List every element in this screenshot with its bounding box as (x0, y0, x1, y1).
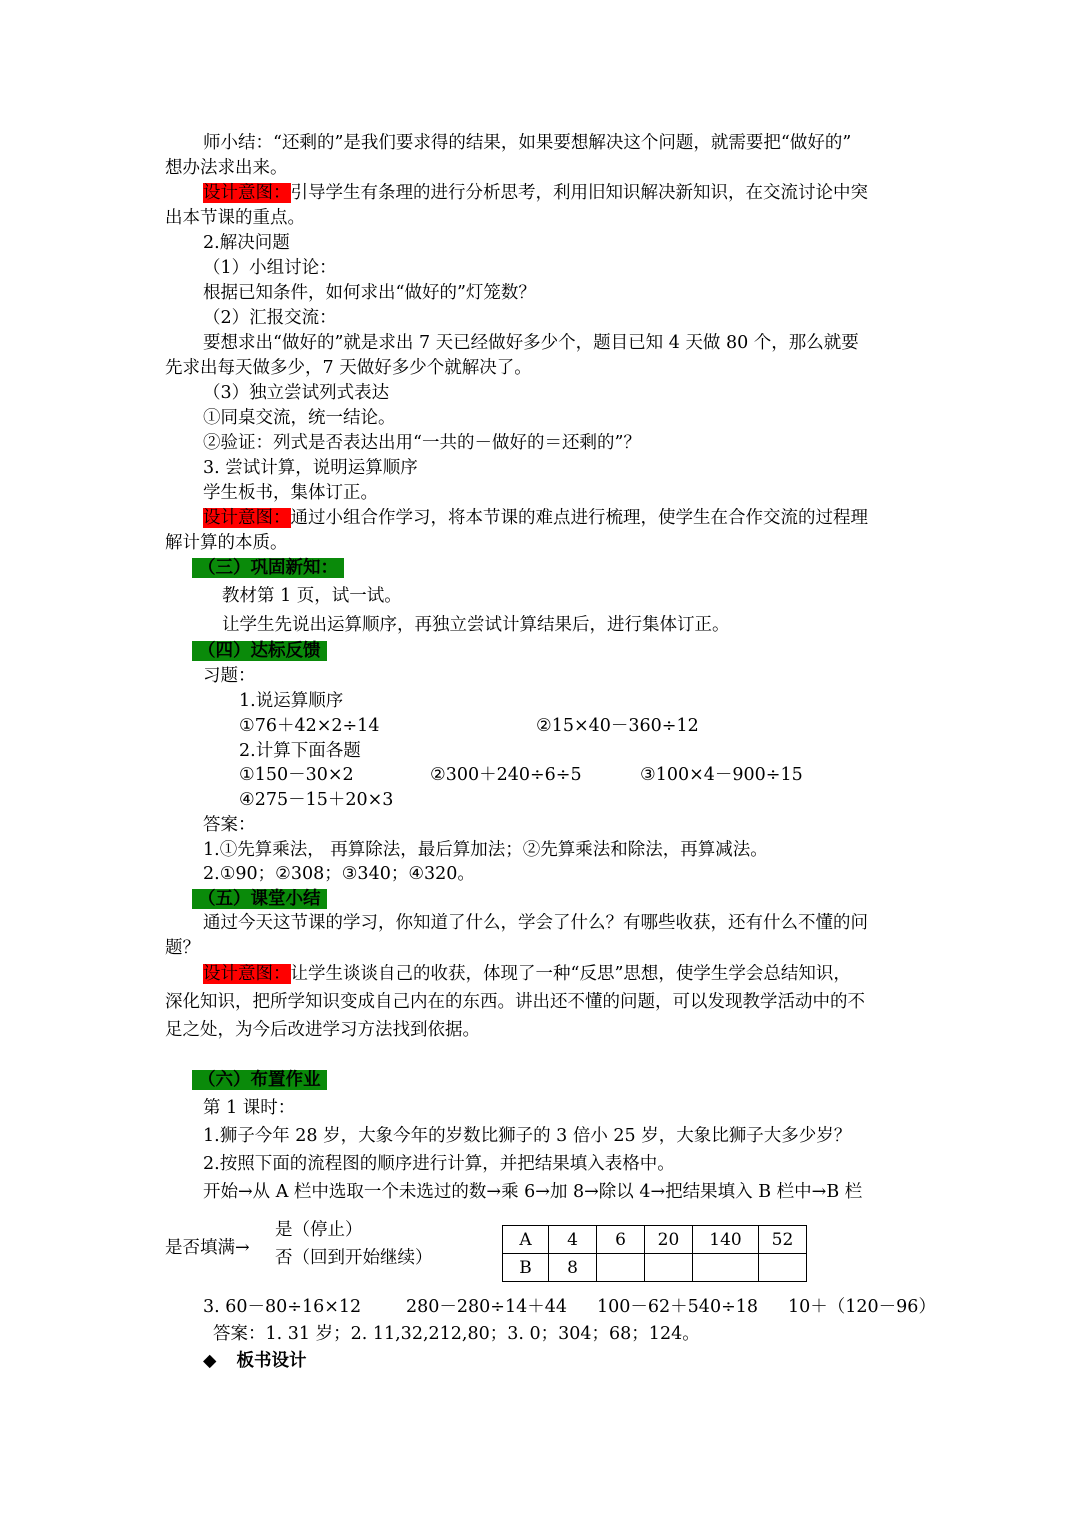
exercise-1-b: ②15×40－360÷12 (536, 716, 699, 736)
calc-table (502, 1225, 807, 1282)
summary-line-1: 师小结：“还剩的”是我们要求得的结果，如果要想解决这个问题，就需要把“做好的” (203, 133, 852, 153)
table-row (503, 1254, 807, 1282)
section-3-line-1: 教材第 1 页，试一试。 (222, 586, 402, 606)
flow-yes: 是（停止） (275, 1220, 363, 1240)
table-cell: A (503, 1226, 549, 1254)
solve-step-1: （1）小组讨论： (203, 258, 337, 278)
design-intent-2-line-2: 解计算的本质。 (165, 533, 288, 553)
solve-step-3-b: ②验证：列式是否表达出用“一共的－做好的＝还剩的”？ (203, 433, 641, 453)
solve-step-2: （2）汇报交流： (203, 308, 337, 328)
homework-3-a: 3. 60－80÷16×12 (203, 1297, 362, 1317)
table-cell: 6 (597, 1226, 645, 1254)
homework-answer: 答案：1. 31 岁；2. 11,32,212,80；3. 0；304；68；124。 (213, 1324, 700, 1344)
section-5-line-1: 通过今天这节课的学习，你知道了什么，学会了什么？有哪些收获，还有什么不懂的问 (203, 913, 868, 933)
table-cell: 8 (549, 1254, 597, 1282)
section-3-heading: （三）巩固新知： (192, 556, 344, 580)
board-design-title: 板书设计 (236, 1351, 307, 1371)
homework-3-c: 100－62＋540÷18 (597, 1297, 759, 1317)
exercise-2-b: ②300＋240÷6÷5 (430, 765, 582, 785)
table-cell: 20 (645, 1226, 693, 1254)
board-design (203, 1349, 306, 1373)
design-intent-text: 引导学生有条理的进行分析思考，利用旧知识解决新知识，在交流讨论中突 (290, 183, 868, 203)
section-4-heading: （四）达标反馈 (192, 639, 327, 663)
homework-2: 2.按照下面的流程图的顺序进行计算，并把结果填入表格中。 (203, 1154, 675, 1174)
section-5-line-2: 题？ (165, 938, 200, 958)
design-intent-label: 设计意图： (203, 508, 291, 528)
design-intent-text: 让学生谈谈自己的收获，体现了一种“反思”思想，使学生学会总结知识， (290, 964, 851, 984)
design-intent-3-line-3: 足之处，为今后改进学习方法找到依据。 (165, 1020, 480, 1040)
design-intent-label: 设计意图： (203, 964, 291, 984)
exercise-1-a: ①76＋42×2÷14 (239, 716, 380, 736)
exercise-2-d: ④275－15＋20×3 (239, 790, 394, 810)
try-calc-title: 3. 尝试计算，说明运算顺序 (203, 458, 418, 478)
exercise-2-title: 2.计算下面各题 (239, 741, 361, 761)
diamond-bullet-icon: ◆ (203, 1351, 217, 1371)
design-intent-3-line-2: 深化知识，把所学知识变成自己内在的东西。讲出还不懂的问题，可以发现教学活动中的不 (165, 992, 865, 1012)
solve-step-1-text: 根据已知条件，如何求出“做好的”灯笼数？ (203, 283, 536, 303)
solve-step-2-line-1: 要想求出“做好的”就是求出 7 天已经做好多少个，题目已知 4 天做 80 个，那么就要 (203, 333, 859, 353)
exercise-2-a: ①150－30×2 (239, 765, 354, 785)
flow-no: 否（回到开始继续） (275, 1248, 433, 1268)
exercises-label: 习题： (203, 666, 256, 686)
solve-step-3: （3）独立尝试列式表达 (203, 383, 390, 403)
design-intent-1 (203, 181, 868, 205)
solve-step-3-a: ①同桌交流，统一结论。 (203, 408, 396, 428)
homework-1: 1.狮子今年 28 岁，大象今年的岁数比狮子的 3 倍小 25 岁，大象比狮子大多少岁？ (203, 1126, 852, 1146)
answers-label: 答案： (203, 815, 256, 835)
section-6-heading: （六）布置作业 (192, 1068, 327, 1092)
design-intent-2 (203, 506, 868, 530)
flow-filled: 是否填满→ (165, 1238, 250, 1258)
answer-2: 2.①90；②308；③340；④320。 (203, 864, 475, 884)
exercise-1-title: 1.说运算顺序 (239, 691, 344, 711)
solve-title: 2.解决问题 (203, 233, 290, 253)
homework-3-d: 10＋（120－96） (788, 1297, 936, 1317)
lesson-label: 第 1 课时： (203, 1098, 296, 1118)
exercise-2-c: ③100×4－900÷15 (640, 765, 803, 785)
solve-step-2-line-2: 先求出每天做多少，7 天做好多少个就解决了。 (165, 358, 532, 378)
section-3-line-2: 让学生先说出运算顺序，再独立尝试计算结果后，进行集体订正。 (222, 615, 730, 635)
table-cell: B (503, 1254, 549, 1282)
design-intent-text: 通过小组合作学习，将本节课的难点进行梳理，使学生在合作交流的过程理 (290, 508, 868, 528)
homework-3-b: 280－280÷14＋44 (406, 1297, 568, 1317)
try-calc-text: 学生板书，集体订正。 (203, 483, 378, 503)
design-intent-3 (203, 962, 851, 986)
design-intent-label: 设计意图： (203, 183, 291, 203)
table-cell (693, 1254, 759, 1282)
table-cell (759, 1254, 807, 1282)
answer-1: 1.①先算乘法， 再算除法，最后算加法；②先算乘法和除法，再算减法。 (203, 840, 768, 860)
table-cell: 140 (693, 1226, 759, 1254)
design-intent-1-line-2: 出本节课的重点。 (165, 208, 305, 228)
table-cell: 52 (759, 1226, 807, 1254)
table-row (503, 1226, 807, 1254)
summary-line-2: 想办法求出来。 (165, 158, 288, 178)
table-cell: 4 (549, 1226, 597, 1254)
table-cell (597, 1254, 645, 1282)
flowchart-text: 开始→从 A 栏中选取一个未选过的数→乘 6→加 8→除以 4→把结果填入 B 栏中→B 栏 (203, 1182, 863, 1202)
section-5-heading: （五）课堂小结 (192, 887, 327, 911)
table-cell (645, 1254, 693, 1282)
